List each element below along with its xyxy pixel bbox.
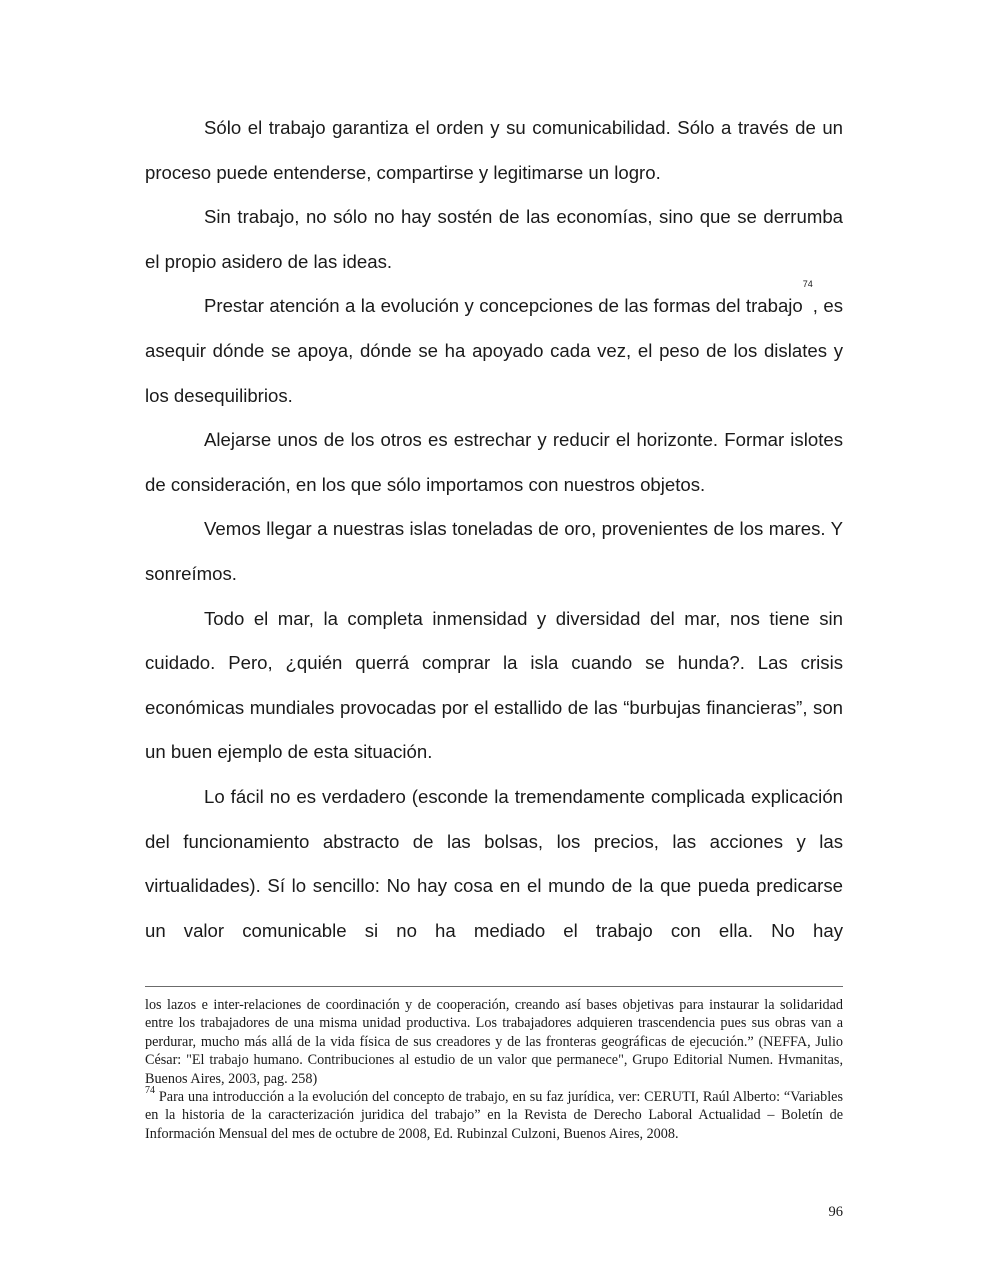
footnote-separator (145, 986, 843, 987)
paragraph-3 (145, 279, 843, 418)
paragraph-5: Vemos llegar a nuestras islas toneladas de oro, provenientes de los mares. Y sonreímos. (145, 518, 843, 584)
footnote-reference-74[interactable]: 74 (802, 279, 813, 290)
body-text (145, 106, 843, 953)
footnotes (145, 996, 843, 1143)
footnote-number: 74 (145, 1085, 155, 1097)
paragraph-1: Sólo el trabajo garantiza el orden y su comunicabilidad. Sólo a través de un proceso puede entenderse, compartirse y legitimarse un logro. (145, 117, 843, 183)
footnote-continued: los lazos e inter-relaciones de coordinación y de cooperación, creando así bases objetivas para instaurar la solidaridad entre los trabajadores de una misma unidad productiva. Los trabajadores adquieren trascendencia pues sus obras van a perdurar, mucho más allá de la vida física de sus creadores y de las fronteras geográficas de ejecución.” (NEFFA, Julio César: "El trabajo humano. Contribuciones al estudio de un valor que permanece", Grupo Editorial Numen. Hvmanitas, Buenos Aires, 2003, pag. 258) (145, 997, 843, 1087)
page-number: 96 (828, 1204, 843, 1220)
paragraph-7: Lo fácil no es verdadero (esconde la tremendamente complicada explicación del funcionamiento abstracto de las bolsas, los precios, las acciones y las virtualidades). Sí lo sencillo: No hay cosa en el mundo de la que pueda predicarse un valor comunicable si no ha mediado el trabajo con ella. No hay (145, 785, 843, 941)
paragraph-3-continuation: , es asequir dónde se apoya, dónde se ha apoyado cada vez, el peso de los dislates y los desequilibrios. (145, 295, 843, 406)
footnote-74 (145, 1085, 843, 1143)
paragraph-3-text: Prestar atención a la evolución y concepciones de las formas del trabajo (204, 295, 803, 317)
paragraph-6: Todo el mar, la completa inmensidad y diversidad del mar, nos tiene sin cuidado. Pero, ¿quién querrá comprar la isla cuando se hunda?. Las crisis económicas mundiales provocadas por el estallido de las “burbujas financieras”, son un buen ejemplo de esta situación. (145, 607, 843, 763)
footnote-text: Para una introducción a la evolución del concepto de trabajo, en su faz jurídica, ver: CERUTI, Raúl Alberto: “Variables en la historia de la caracterización juridica del trabajo” en la Revista de Derecho Laboral Actualidad – Boletín de Información Mensual del mes de octubre de 2008, Ed. Rubinzal Culzoni, Buenos Aires, 2008. (145, 1089, 843, 1142)
paragraph-4: Alejarse unos de los otros es estrechar y reducir el horizonte. Formar islotes de consideración, en los que sólo importamos con nuestros objetos. (145, 429, 843, 495)
paragraph-2: Sin trabajo, no sólo no hay sostén de las economías, sino que se derrumba el propio asidero de las ideas. (145, 206, 843, 272)
